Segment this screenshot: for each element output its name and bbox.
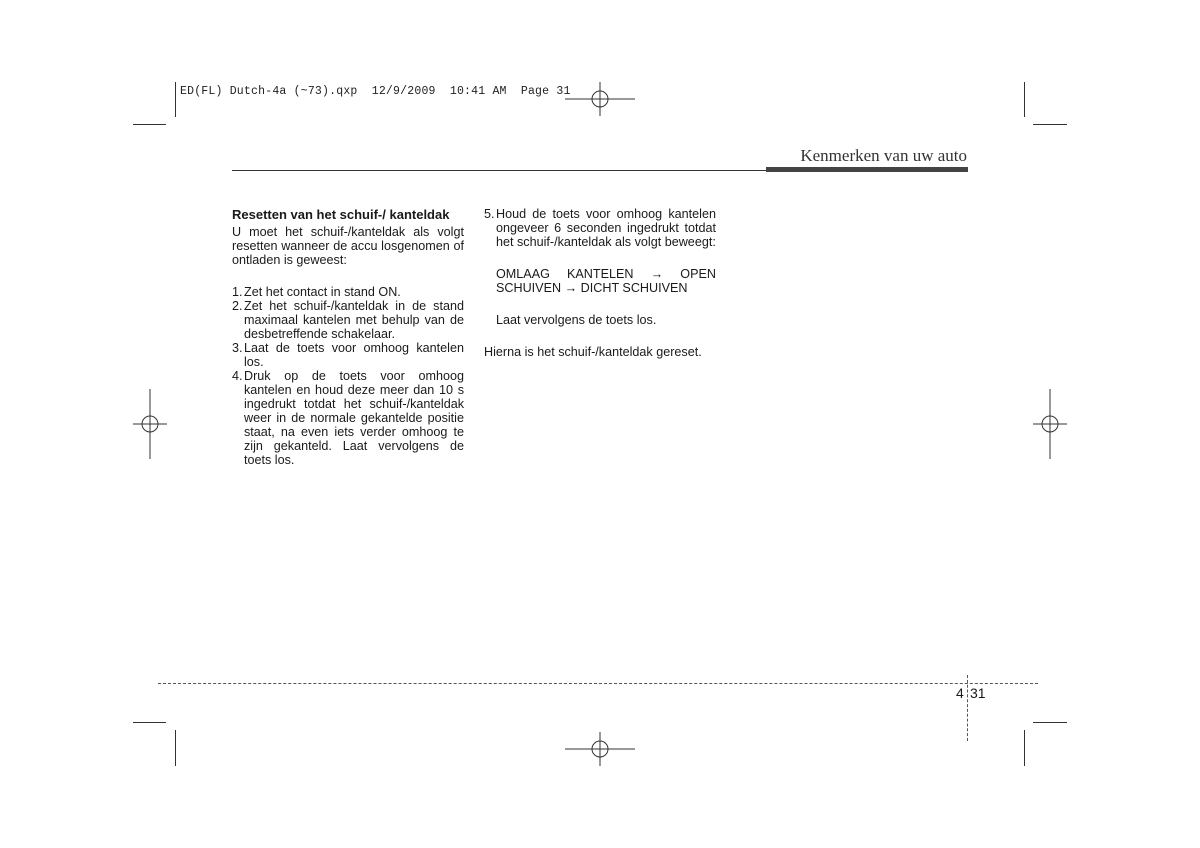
header-rule bbox=[232, 170, 766, 171]
conclusion-text: Hierna is het schuif-/kanteldak gereset. bbox=[484, 345, 702, 359]
crop-mark bbox=[133, 124, 166, 125]
intro-paragraph: U moet het schuif-/kanteldak als volgt resetten wanneer de accu losgenomen of ontladen is geweest: bbox=[232, 224, 464, 267]
page-number-divider bbox=[967, 675, 968, 741]
movement-sequence: OMLAAG KANTELEN → OPEN SCHUIVEN → DICHT SCHUIVEN bbox=[496, 267, 716, 295]
printer-slug: ED(FL) Dutch-4a (~73).qxp 12/9/2009 10:41 AM Page 31 bbox=[180, 85, 571, 98]
footer-rule bbox=[158, 683, 1038, 684]
list-item: 2. Zet het schuif-/kanteldak in de stand maximaal kantelen met behulp van de desbetreffende schakelaar. bbox=[232, 298, 464, 341]
left-column bbox=[232, 208, 464, 467]
registration-mark-icon bbox=[565, 82, 635, 116]
list-item: 3. Laat de toets voor omhoog kantelen los. bbox=[232, 340, 464, 369]
crop-mark bbox=[133, 722, 166, 723]
list-item: 1. Zet het contact in stand ON. bbox=[232, 284, 401, 299]
steps-list-continued bbox=[484, 207, 716, 249]
crop-mark bbox=[1024, 730, 1025, 766]
release-instruction: Laat vervolgens de toets los. bbox=[496, 313, 657, 327]
registration-mark-icon bbox=[565, 732, 635, 766]
list-item: 5. Houd de toets voor omhoog kantelen ongeveer 6 seconden ingedrukt totdat het schuif-/kanteldak als volgt beweegt: bbox=[484, 207, 716, 249]
chapter-number: 4 bbox=[956, 685, 964, 701]
crop-mark bbox=[1033, 722, 1067, 723]
crop-mark bbox=[1024, 82, 1025, 117]
steps-list bbox=[232, 285, 464, 467]
registration-mark-icon bbox=[1033, 389, 1067, 459]
right-column bbox=[484, 207, 716, 359]
crop-mark bbox=[175, 730, 176, 766]
header-bar bbox=[766, 167, 968, 172]
page-number: 31 bbox=[970, 685, 986, 701]
section-title: Kenmerken van uw auto bbox=[800, 146, 967, 165]
crop-mark bbox=[1033, 124, 1067, 125]
crop-mark bbox=[175, 82, 176, 117]
list-item: 4. Druk op de toets voor omhoog kantelen en houd deze meer dan 10 s ingedrukt totdat het schuif-/kanteldak weer in de normale gekantelde positie staat, na even iets verder omhoog te zijn gekanteld. Laat vervolgens de toets los. bbox=[232, 368, 464, 467]
registration-mark-icon bbox=[133, 389, 167, 459]
section-heading: Resetten van het schuif-/ kanteldak bbox=[232, 207, 450, 222]
